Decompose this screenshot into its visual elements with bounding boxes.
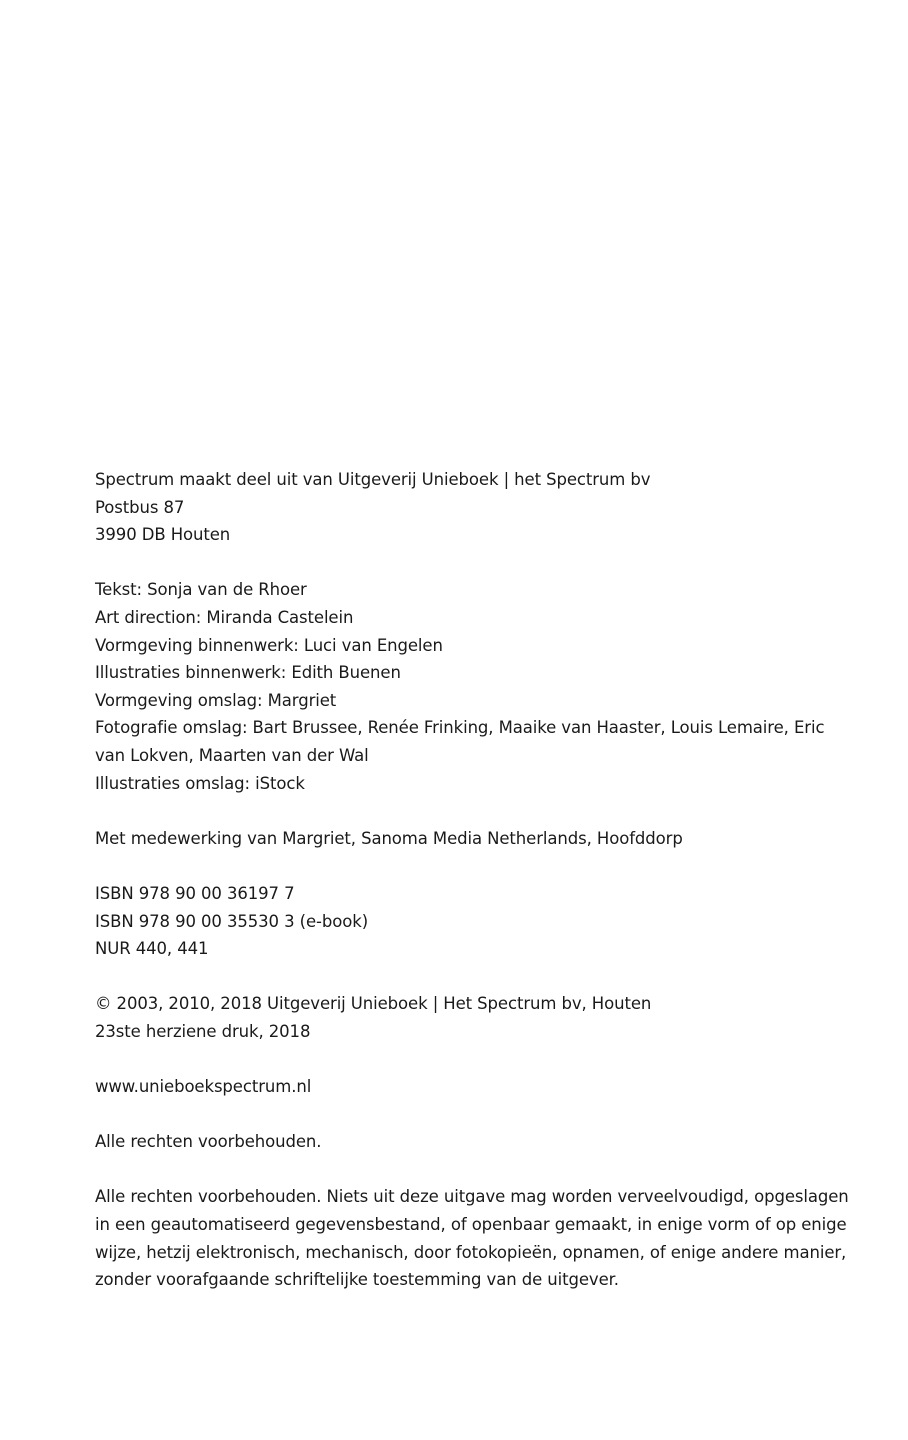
website-link: www.unieboekspectrum.nl — [95, 1077, 312, 1097]
rights-full-line-2: in een geautomatiseerd gegevensbestand, of openbaar gemaakt, in enige vorm of op enige — [95, 1215, 847, 1235]
isbn-print: ISBN 978 90 00 36197 7 — [95, 883, 295, 903]
edition-line: 23ste herziene druk, 2018 — [95, 1021, 311, 1041]
publisher-line: Spectrum maakt deel uit van Uitgeverij Unieboek | het Spectrum bv — [95, 470, 651, 489]
colophon — [95, 466, 849, 1321]
rights-full-line-1: Alle rechten voorbehouden. Niets uit deze uitgave mag worden verveelvoudigd, opgeslagen — [95, 1187, 849, 1207]
credit-fotografie-omslag: Fotografie omslag: Bart Brussee, Renée Frinking, Maaike van Haaster, Louis Lemaire, Eric — [95, 718, 825, 738]
credit-tekst: Tekst: Sonja van de Rhoer — [95, 580, 307, 600]
credit-vormgeving-omslag: Vormgeving omslag: Margriet — [95, 690, 337, 710]
credit-illustraties-omslag: Illustraties omslag: iStock — [95, 773, 305, 793]
website — [95, 1073, 815, 1101]
nur-code: NUR 440, 441 — [95, 939, 209, 959]
rights-full — [95, 1183, 849, 1293]
postcode-line: 3990 DB Houten — [95, 525, 231, 545]
cooperation — [95, 825, 815, 853]
postbus-line: Postbus 87 — [95, 497, 185, 517]
rights-full-line-4: zonder voorafgaande schriftelijke toestemming van de uitgever. — [95, 1270, 619, 1290]
isbn-ebook: ISBN 978 90 00 35530 3 (e-book) — [95, 911, 369, 931]
copyright — [95, 990, 815, 1045]
credit-vormgeving-binnenwerk: Vormgeving binnenwerk: Luci van Engelen — [95, 635, 443, 655]
copyright-line: © 2003, 2010, 2018 Uitgeverij Unieboek | Het Spectrum bv, Houten — [95, 994, 652, 1014]
identifiers — [95, 880, 815, 963]
credits — [95, 576, 825, 797]
rights-short — [95, 1128, 815, 1156]
credit-illustraties-binnenwerk: Illustraties binnenwerk: Edith Buenen — [95, 663, 401, 683]
credit-art-direction: Art direction: Miranda Castelein — [95, 607, 354, 627]
publisher-address — [95, 466, 815, 549]
rights-short-line: Alle rechten voorbehouden. — [95, 1132, 322, 1152]
rights-full-line-3: wijze, hetzij elektronisch, mechanisch, door fotokopieën, opnamen, of enige andere manier, — [95, 1242, 847, 1262]
credit-fotografie-omslag-cont: van Lokven, Maarten van der Wal — [95, 745, 369, 765]
cooperation-line: Met medewerking van Margriet, Sanoma Media Netherlands, Hoofddorp — [95, 828, 683, 848]
